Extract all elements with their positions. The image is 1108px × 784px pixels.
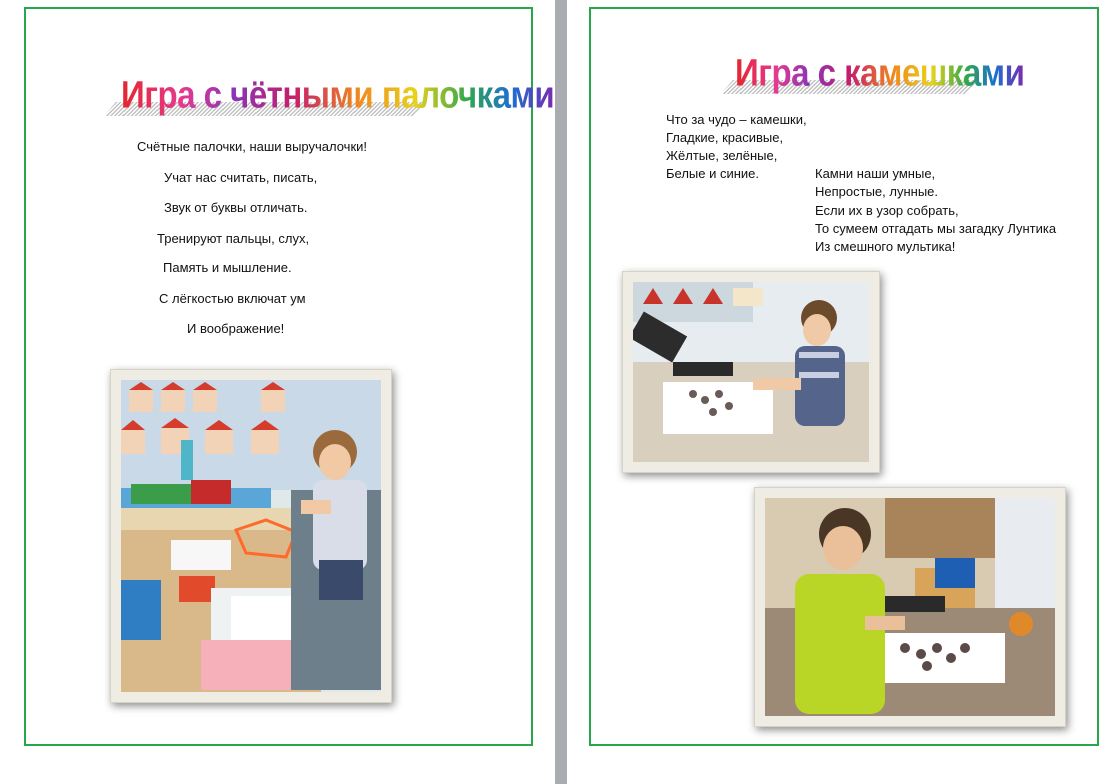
poem-line: Камни наши умные, <box>815 166 936 181</box>
poem-line: То сумеем отгадать мы загадку Лунтика <box>815 221 1057 236</box>
photo-counting-sticks <box>110 369 392 703</box>
photo-pebbles-2 <box>754 487 1066 727</box>
photo-image <box>765 498 1055 716</box>
poem-line: Тренируют пальцы, слух, <box>157 231 310 246</box>
poem-line: Что за чудо – камешки, <box>666 112 807 127</box>
boy-with-pebbles-image-2 <box>765 498 1055 716</box>
photo-pebbles-1 <box>622 271 880 473</box>
poem-line: И воображение! <box>187 321 285 336</box>
right-page <box>567 0 1108 784</box>
poem-line: Память и мышление. <box>163 260 292 275</box>
photo-image <box>633 282 869 462</box>
boy-with-pebbles-image <box>633 282 869 462</box>
page-gutter <box>555 0 567 784</box>
poem-line: Гладкие, красивые, <box>666 130 784 145</box>
poem-line: Белые и синие. <box>666 166 760 181</box>
poem-line: Звук от буквы отличать. <box>164 200 308 215</box>
poem-line: Учат нас считать, писать, <box>164 170 318 185</box>
boy-with-sticks-image <box>121 380 381 692</box>
left-page-title: Игра с чётными палочками <box>121 73 555 116</box>
poem-line: Из смешного мультика! <box>815 239 956 254</box>
poem-line: Если их в узор собрать, <box>815 203 959 218</box>
poem-line: Счётные палочки, наши выручалочки! <box>137 139 368 154</box>
photo-image <box>121 380 381 692</box>
poem-line: Жёлтые, зелёные, <box>666 148 778 163</box>
poem-line: С лёгкостью включат ум <box>159 291 306 306</box>
poem-line: Непростые, лунные. <box>815 184 938 199</box>
right-page-title: Игра с камешками <box>735 51 1025 94</box>
